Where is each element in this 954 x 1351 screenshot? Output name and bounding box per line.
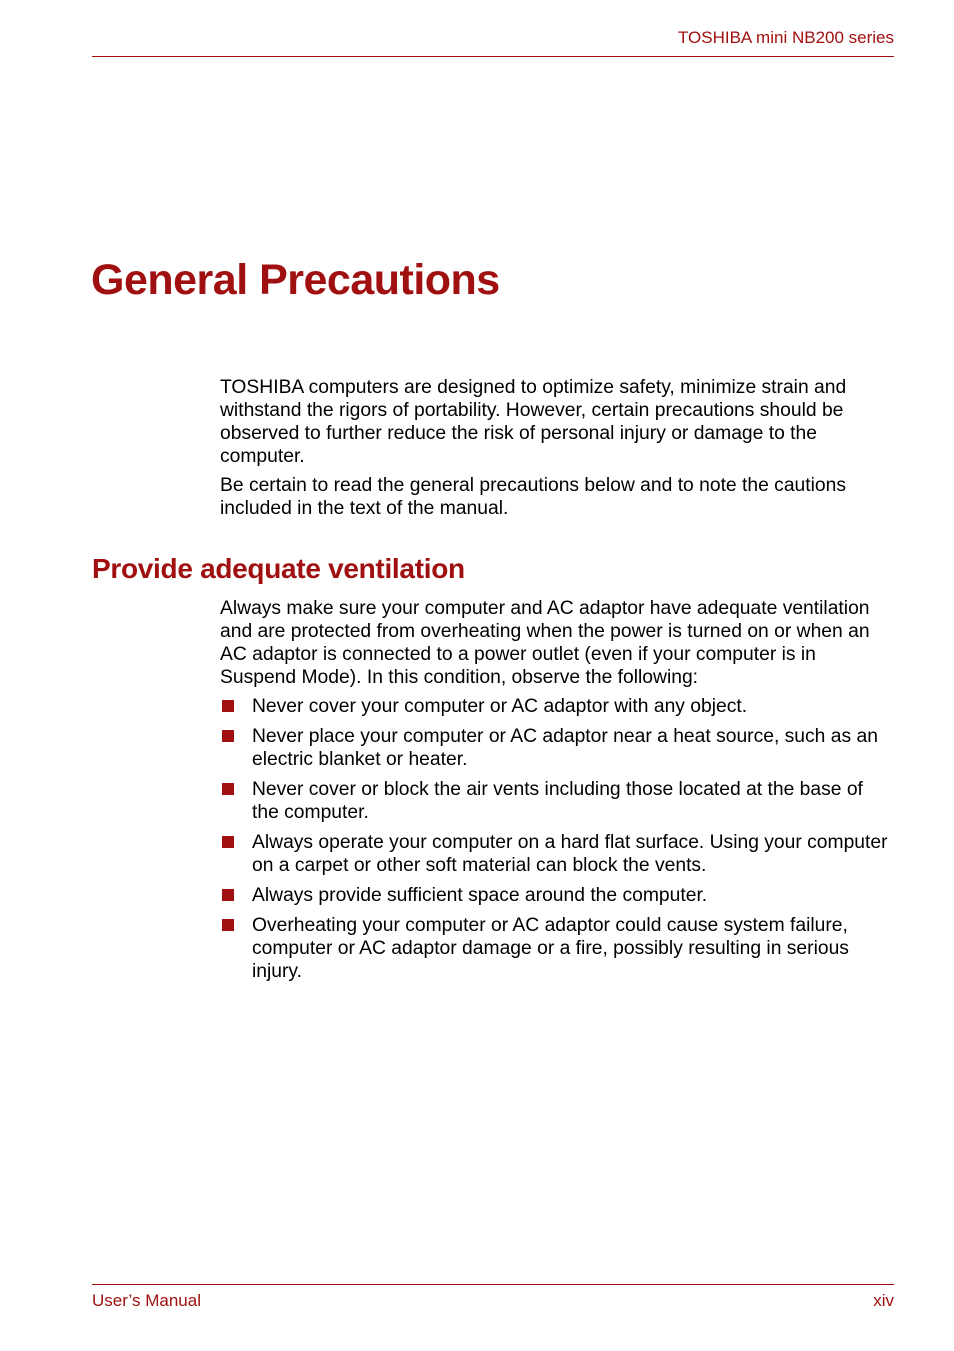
list-item	[220, 778, 892, 824]
page-number: xiv	[873, 1291, 894, 1310]
list-item	[220, 914, 892, 983]
list-item	[220, 695, 892, 718]
intro-paragraph: TOSHIBA computers are designed to optimize safety, minimize strain and withstand the rigors of portability. However, certain precautions should be observed to further reduce the risk of personal injury or damage to the computer.	[220, 377, 847, 467]
list-item-text: Never cover your computer or AC adaptor with any object.	[252, 696, 748, 717]
page-title: General Precautions	[91, 256, 500, 304]
list-item	[220, 725, 892, 771]
footer-rule	[92, 1284, 894, 1285]
list-item	[220, 884, 892, 907]
square-bullet-icon	[222, 889, 234, 901]
list-item-text: Never place your computer or AC adaptor near a heat source, such as an electric blanket or heater.	[252, 726, 878, 770]
section-heading: Provide adequate ventilation	[92, 553, 465, 584]
square-bullet-icon	[222, 730, 234, 742]
square-bullet-icon	[222, 836, 234, 848]
header-rule	[92, 56, 894, 57]
square-bullet-icon	[222, 700, 234, 712]
running-header: TOSHIBA mini NB200 series	[677, 28, 894, 47]
square-bullet-icon	[222, 919, 234, 931]
list-item-text: Overheating your computer or AC adaptor could cause system failure, computer or AC adaptor damage or a fire, possibly resulting in serious injury.	[252, 915, 849, 982]
ventilation-block	[220, 597, 892, 990]
list-item	[220, 831, 892, 877]
intro-paragraph: Be certain to read the general precautions below and to note the cautions included in the text of the manual.	[220, 475, 846, 519]
list-item-text: Always provide sufficient space around the computer.	[252, 885, 708, 906]
section-paragraph: Always make sure your computer and AC adaptor have adequate ventilation and are protected from overheating when the power is turned on or when an AC adaptor is connected to a power outlet (even if your computer is in Suspend Mode). In this condition, observe the following:	[220, 598, 870, 688]
precaution-list	[220, 695, 892, 983]
square-bullet-icon	[222, 783, 234, 795]
footer-manual-label: User’s Manual	[92, 1291, 201, 1310]
intro-block	[220, 376, 892, 526]
list-item-text: Always operate your computer on a hard flat surface. Using your computer on a carpet or other soft material can block the vents.	[252, 832, 888, 876]
list-item-text: Never cover or block the air vents including those located at the base of the computer.	[252, 779, 863, 823]
